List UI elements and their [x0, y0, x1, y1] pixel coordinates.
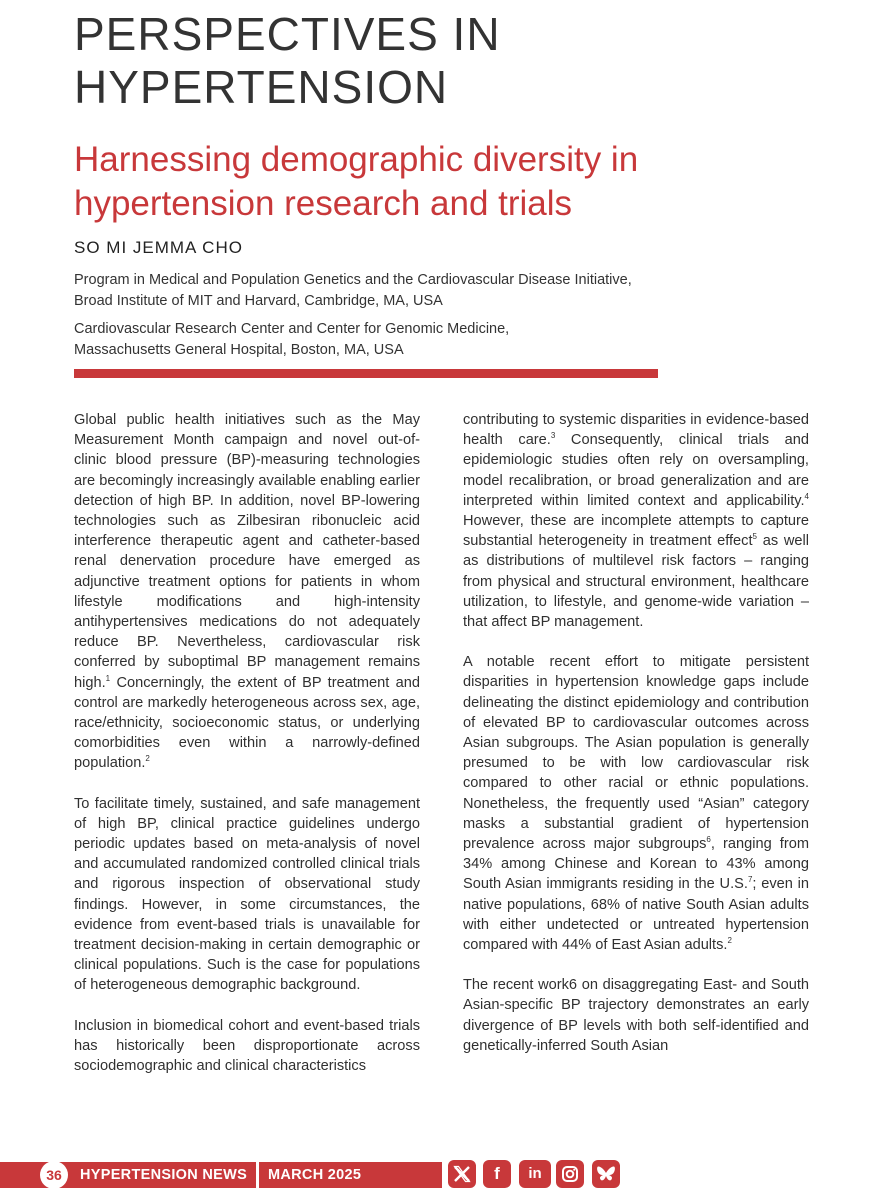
citation: 4 [804, 491, 809, 501]
citation: 1 [105, 673, 111, 683]
publication-name: HYPERTENSION NEWS [80, 1167, 248, 1183]
issue-date: MARCH 2025 [268, 1167, 362, 1183]
instagram-icon[interactable] [556, 1160, 584, 1188]
facebook-icon[interactable]: f [483, 1160, 511, 1188]
paragraph: A notable recent effort to mitigate persistent disparities in hypertension knowledge gaps include delineating the distinct epidemiology and contribution of elevated BP to cardiovascular outcomes across Asian subgroups. The Asian population is generally presumed to be with low cardiovascular risk compared to other racial or ethnic populations. Nonetheless, the frequently used “Asian” category masks a substantial gradient of hypertension prevalence across major subgroups$^6$, ranging from 34% among Chinese and Korean to 43% among South Asian immigrants residing in the U.S.$^7$; even in native populations, 68% of native South Asian adults with either undetected or untreated hypertension compared with 44% of East Asian adults.$^2$ [463, 654, 809, 954]
affiliation-line: Cardiovascular Research Center and Center for Genomic Medicine, [74, 321, 510, 337]
paragraph: Global public health initiatives such as the May Measurement Month campaign and novel out-of-clinic blood pressure (BP)-measuring technologies are becomingly increasingly available enabling earlier detection of high BP. In addition, novel BP-lowering technologies such as Zilbesiran ribonucleic acid interference therapeutic agent and catheter-based renal denervation procedure have emerged as adjunctive treatment options for patients in whom lifestyle modifications and high-intensity antihypertensives medications do not adequately reduce BP. Nevertheless, cardiovascular risk conferred by suboptimal BP management remains high.$^1$ Concerningly, the extent of BP treatment and control are markedly heterogeneous across sex, age, race/ethnicity, socioeconomic status, or underlying comorbidities even within a narrowly-defined population.$^2$ [74, 412, 420, 772]
author-name: SO MI JEMMA CHO [74, 238, 243, 257]
series-title-line: PERSPECTIVES IN [74, 8, 501, 60]
citation: 3 [550, 431, 556, 441]
affiliation [74, 319, 509, 361]
paragraph: contributing to systemic disparities in evidence-based health care.$^3$ Consequently, clinical trials and epidemiologic studies often rely on oversampling, model recalibration, or broad generalization and are interpreted within limited context and applicability.$^4$ However, these are incomplete attempts to capture substantial heterogeneity in treatment effect$^5$ as well as distributions of multilevel risk factors – ranging from physical and structural environment, healthcare utilization, to lifestyle, and genome-wide variation – that affect BP management. [463, 412, 809, 631]
affiliation-line: Massachusetts General Hospital, Boston, MA, USA [74, 342, 404, 358]
citation: 2 [727, 936, 732, 946]
series-title-line: HYPERTENSION [74, 61, 449, 113]
article-title [74, 138, 834, 226]
page-number: 36 [40, 1161, 68, 1189]
title-divider [74, 369, 658, 378]
citation: 2 [145, 754, 150, 764]
x-icon[interactable] [448, 1160, 476, 1188]
body-column-right [463, 410, 809, 1076]
paragraph: Inclusion in biomedical cohort and event-based trials has historically been disproportionate across sociodemographic and clinical characteristics [74, 1017, 420, 1075]
article-title-line: hypertension research and trials [74, 184, 573, 223]
affiliation-line: Program in Medical and Population Genetics and the Cardiovascular Disease Initiative, [74, 272, 632, 288]
series-title [74, 8, 501, 114]
citation: 5 [752, 532, 757, 542]
affiliation [74, 270, 632, 312]
linkedin-icon[interactable]: in [519, 1160, 551, 1188]
article-title-line: Harnessing demographic diversity in [74, 140, 639, 179]
affiliation-line: Broad Institute of MIT and Harvard, Cambridge, MA, USA [74, 293, 443, 309]
body-column-left [74, 410, 420, 1096]
citation: 6 [706, 835, 711, 845]
citation: 7 [747, 875, 753, 885]
paragraph: To facilitate timely, sustained, and safe management of high BP, clinical practice guidelines undergo periodic updates based on meta-analysis of novel and accumulated randomized controlled clinical trials and rigorous inspection of observational study findings. However, in some circumstances, the evidence from event-based trials is unavailable for treatment decision-making in certain demographic or clinical populations. Such is the case for populations of heterogeneous demographic background. [74, 795, 420, 994]
paragraph: The recent work6 on disaggregating East- and South Asian-specific BP trajectory demonstrates an early divergence of BP levels with both self-identified and genetically-inferred South Asian [463, 977, 809, 1054]
bluesky-icon[interactable] [592, 1160, 620, 1188]
